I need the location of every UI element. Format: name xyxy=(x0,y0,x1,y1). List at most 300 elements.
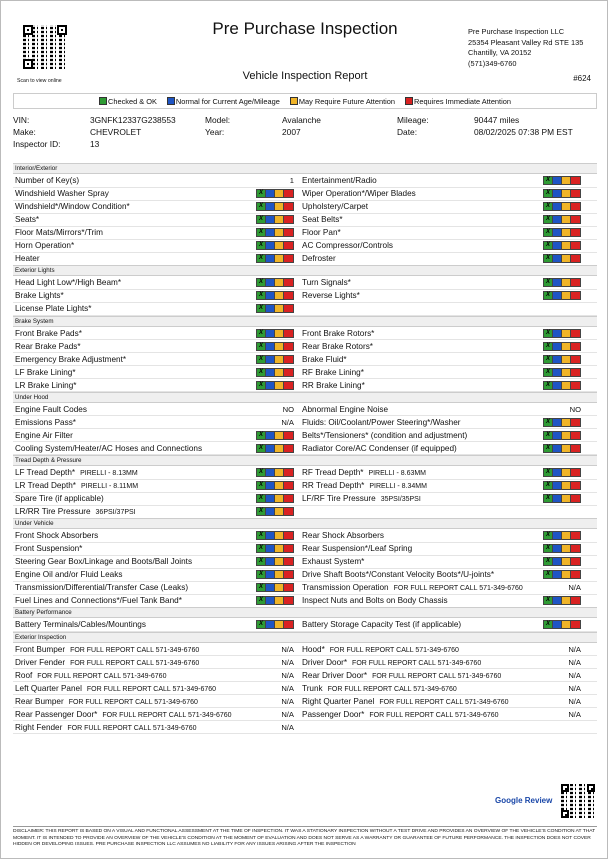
item-label: Battery Terminals/Cables/Mountings xyxy=(15,620,146,630)
rating-boxes xyxy=(256,620,294,629)
item-label: Rear Passenger Door* xyxy=(15,709,98,719)
rating-box xyxy=(562,190,571,197)
rating-box xyxy=(544,242,553,249)
mileage-value: 90447 miles xyxy=(474,115,520,125)
section-header: Exterior Lights xyxy=(13,265,597,276)
rating-box xyxy=(571,242,580,249)
rating-box xyxy=(266,190,275,197)
rating-box xyxy=(257,584,266,591)
rating-box xyxy=(257,190,266,197)
scan-to-view-label: Scan to view online xyxy=(17,78,62,84)
rating-box xyxy=(257,203,266,210)
rating-boxes xyxy=(543,481,581,490)
rating-box xyxy=(257,382,266,389)
rating-box xyxy=(562,445,571,452)
rating-box xyxy=(544,255,553,262)
rating-box xyxy=(266,242,275,249)
rating-box xyxy=(257,571,266,578)
rating-box xyxy=(284,203,293,210)
rating-box xyxy=(266,343,275,350)
rating-box xyxy=(544,330,553,337)
checklist-item xyxy=(302,416,585,429)
item-label: Battery Storage Capacity Test (if applicable) xyxy=(302,620,462,630)
item-label: Driver Fender xyxy=(15,657,66,667)
rating-box xyxy=(544,369,553,376)
rating-box xyxy=(266,305,275,312)
rating-box xyxy=(275,545,284,552)
rating-box xyxy=(284,495,293,502)
rating-box xyxy=(544,292,553,299)
rating-box xyxy=(544,279,553,286)
rating-box xyxy=(257,469,266,476)
rating-box xyxy=(562,419,571,426)
checklist-item xyxy=(15,366,298,379)
vin-value: 3GNFK12337G238553 xyxy=(90,115,176,125)
row-divider xyxy=(13,733,597,734)
checklist-item xyxy=(302,174,585,187)
rating-box xyxy=(544,177,553,184)
rating-box xyxy=(257,495,266,502)
item-label: LF Brake Lining* xyxy=(15,367,76,377)
rating-box xyxy=(544,190,553,197)
rating-box xyxy=(553,445,562,452)
item-label: Turn Signals* xyxy=(302,278,351,288)
checklist-item xyxy=(15,340,298,353)
item-label: RF Tread Depth* xyxy=(302,467,364,477)
item-note: FOR FULL REPORT CALL 571-349-6760 xyxy=(67,724,197,732)
checklist-item xyxy=(302,442,585,455)
rating-box xyxy=(284,482,293,489)
rating-box xyxy=(562,229,571,236)
rating-box xyxy=(571,432,580,439)
item-label: Defroster xyxy=(302,254,336,264)
rating-boxes xyxy=(256,531,294,540)
item-label: Front Suspension* xyxy=(15,544,83,554)
item-status: N/A xyxy=(281,696,294,706)
rating-box xyxy=(571,369,580,376)
rating-box xyxy=(571,621,580,628)
item-label: Steering Gear Box/Linkage and Boots/Ball Joints xyxy=(15,557,193,567)
rating-box xyxy=(275,292,284,299)
rating-box xyxy=(284,229,293,236)
rating-box xyxy=(275,203,284,210)
rating-boxes xyxy=(543,342,581,351)
rating-box xyxy=(553,621,562,628)
item-label: Upholstery/Carpet xyxy=(302,202,368,212)
rating-box xyxy=(571,203,580,210)
rating-box xyxy=(275,469,284,476)
rating-box xyxy=(562,292,571,299)
item-note: 36PSI/37PSI xyxy=(95,509,136,517)
rating-box xyxy=(275,495,284,502)
rating-box xyxy=(571,330,580,337)
item-note: FOR FULL REPORT CALL 571-349-6760 xyxy=(102,711,232,719)
rating-box xyxy=(553,330,562,337)
rating-boxes xyxy=(543,418,581,427)
rating-boxes xyxy=(543,468,581,477)
item-label: Brake Lights* xyxy=(15,291,64,301)
item-label: Floor Pan* xyxy=(302,228,341,238)
rating-box xyxy=(553,545,562,552)
rating-boxes xyxy=(256,241,294,250)
rating-box xyxy=(257,369,266,376)
item-label: AC Compressor/Controls xyxy=(302,241,393,251)
rating-boxes xyxy=(543,431,581,440)
make-label: Make: xyxy=(13,127,36,137)
checklist-item xyxy=(15,555,298,568)
item-status: N/A xyxy=(568,583,581,593)
item-label: LF/RF Tire Pressure xyxy=(302,494,376,504)
rating-box xyxy=(571,419,580,426)
rating-boxes xyxy=(543,254,581,263)
rating-boxes xyxy=(543,620,581,629)
checklist-item xyxy=(302,708,585,721)
rating-box xyxy=(562,482,571,489)
rating-box xyxy=(553,482,562,489)
rating-box xyxy=(544,343,553,350)
rating-box xyxy=(544,203,553,210)
rating-box xyxy=(275,343,284,350)
rating-box xyxy=(275,190,284,197)
item-label: Abnormal Engine Noise xyxy=(302,404,389,414)
item-status: N/A xyxy=(281,709,294,719)
section-header: Battery Performance xyxy=(13,607,597,618)
rating-boxes xyxy=(543,189,581,198)
checklist-item xyxy=(302,366,585,379)
rating-box xyxy=(544,356,553,363)
rating-box xyxy=(284,369,293,376)
rating-boxes xyxy=(256,278,294,287)
item-label: Wiper Operation*/Wiper Blades xyxy=(302,189,416,199)
checklist-item xyxy=(15,695,298,708)
rating-box xyxy=(553,279,562,286)
item-label: RR Brake Lining* xyxy=(302,380,365,390)
rating-boxes xyxy=(256,583,294,592)
rating-box xyxy=(562,532,571,539)
rating-box xyxy=(275,482,284,489)
checklist-item xyxy=(15,682,298,695)
checklist-item xyxy=(302,492,585,505)
rating-box xyxy=(553,558,562,565)
rating-box xyxy=(553,432,562,439)
rating-boxes xyxy=(256,544,294,553)
rating-box xyxy=(544,558,553,565)
make-value: CHEVROLET xyxy=(90,127,142,137)
rating-box xyxy=(257,482,266,489)
section-header: Under Hood xyxy=(13,392,597,403)
rating-box xyxy=(257,305,266,312)
item-note: FOR FULL REPORT CALL 571-349-6760 xyxy=(393,585,523,593)
item-label: Front Brake Rotors* xyxy=(302,328,375,338)
date-label: Date: xyxy=(397,127,418,137)
rating-box xyxy=(284,508,293,515)
item-label: LR Brake Lining* xyxy=(15,380,77,390)
rating-box xyxy=(266,469,275,476)
checklist-item xyxy=(302,466,585,479)
rating-box xyxy=(257,242,266,249)
item-label: Number of Key(s) xyxy=(15,176,80,185)
rating-box xyxy=(284,532,293,539)
item-label: Hood* xyxy=(302,644,325,654)
checklist-item xyxy=(15,618,298,631)
item-label: LR Tread Depth* xyxy=(15,481,76,490)
vin-label: VIN: xyxy=(13,115,30,125)
rating-box xyxy=(284,216,293,223)
rating-box xyxy=(553,532,562,539)
rating-box xyxy=(266,292,275,299)
rating-boxes xyxy=(543,202,581,211)
checklist-item xyxy=(302,682,585,695)
rating-box xyxy=(571,482,580,489)
rating-box xyxy=(562,255,571,262)
rating-box xyxy=(275,558,284,565)
rating-box xyxy=(284,469,293,476)
item-label: Transmission Operation xyxy=(302,583,389,593)
rating-boxes xyxy=(543,176,581,185)
company-name: Pre Purchase Inspection LLC xyxy=(468,27,565,36)
rating-boxes xyxy=(543,494,581,503)
item-label: Head Light Low*/High Beam* xyxy=(15,278,122,288)
item-note: FOR FULL REPORT CALL 571-349-6760 xyxy=(86,685,217,693)
checklist-item xyxy=(302,252,585,265)
rating-box xyxy=(553,495,562,502)
rating-box xyxy=(562,369,571,376)
rating-box xyxy=(266,229,275,236)
rating-box xyxy=(275,305,284,312)
rating-box xyxy=(275,382,284,389)
rating-box xyxy=(544,545,553,552)
item-label: Rear Suspension*/Leaf Spring xyxy=(302,544,413,554)
rating-boxes xyxy=(543,228,581,237)
item-status: NO xyxy=(282,404,294,414)
rating-boxes xyxy=(543,557,581,566)
rating-box xyxy=(284,242,293,249)
item-label: Roof xyxy=(15,670,33,680)
rating-box xyxy=(544,532,553,539)
item-label: LF Tread Depth* xyxy=(15,467,76,477)
checklist-item xyxy=(15,669,298,682)
rating-box xyxy=(553,469,562,476)
rating-box xyxy=(553,419,562,426)
item-label: Emergency Brake Adjustment* xyxy=(15,354,127,364)
rating-box xyxy=(553,369,562,376)
rating-boxes xyxy=(543,215,581,224)
rating-box xyxy=(257,279,266,286)
rating-boxes xyxy=(256,468,294,477)
legend-label: May Require Future Attention xyxy=(298,96,395,106)
checklist-item xyxy=(302,213,585,226)
rating-box xyxy=(275,508,284,515)
inspector-label: Inspector ID: xyxy=(13,139,61,149)
page-subtitle: Vehicle Inspection Report xyxy=(242,70,368,82)
rating-boxes xyxy=(256,444,294,453)
google-review-qr-icon[interactable] xyxy=(561,784,595,818)
rating-box xyxy=(266,621,275,628)
rating-box xyxy=(284,330,293,337)
rating-box xyxy=(284,356,293,363)
rating-box xyxy=(544,621,553,628)
item-label: Engine Oil and/or Fluid Leaks xyxy=(15,570,123,580)
rating-box xyxy=(257,545,266,552)
rating-box xyxy=(544,229,553,236)
rating-box xyxy=(553,242,562,249)
rating-box xyxy=(553,255,562,262)
checklist-item xyxy=(302,200,585,213)
rating-box xyxy=(544,482,553,489)
section-header: Brake System xyxy=(13,316,597,327)
item-status: NO xyxy=(569,404,581,414)
item-label: Fluids: Oil/Coolant/Power Steering*/Washer xyxy=(302,417,461,427)
rating-box xyxy=(284,445,293,452)
checklist-item xyxy=(15,492,298,505)
rating-boxes xyxy=(543,544,581,553)
rating-box xyxy=(544,571,553,578)
rating-box xyxy=(562,621,571,628)
rating-box xyxy=(284,597,293,604)
date-value: 08/02/2025 07:38 PM EST xyxy=(474,127,573,137)
rating-boxes xyxy=(256,431,294,440)
item-status: N/A xyxy=(281,722,294,732)
item-label: Exhaust System* xyxy=(302,557,365,567)
rating-boxes xyxy=(256,481,294,490)
rating-boxes xyxy=(543,278,581,287)
rating-box xyxy=(553,597,562,604)
checklist-item xyxy=(302,276,585,289)
checklist-item xyxy=(302,669,585,682)
item-label: Rear Brake Rotors* xyxy=(302,341,373,351)
rating-box xyxy=(266,532,275,539)
item-note: PIRELLI - 8.63MM xyxy=(368,469,427,477)
checklist-item xyxy=(15,479,298,492)
checklist-item xyxy=(15,200,298,213)
checklist-item xyxy=(15,353,298,366)
item-label: Front Shock Absorbers xyxy=(15,531,99,541)
item-label: Engine Fault Codes xyxy=(15,404,87,414)
rating-box xyxy=(257,508,266,515)
rating-box xyxy=(553,177,562,184)
rating-box xyxy=(266,432,275,439)
rating-box xyxy=(266,356,275,363)
item-status: N/A xyxy=(281,644,294,654)
rating-boxes xyxy=(256,228,294,237)
rating-box xyxy=(266,445,275,452)
item-status: N/A xyxy=(568,657,581,667)
company-phone: (571)349-6760 xyxy=(468,58,517,68)
checklist-item xyxy=(15,213,298,226)
vehicle-info xyxy=(1,1,608,151)
page-title: Pre Purchase Inspection xyxy=(212,19,398,38)
checklist-item xyxy=(302,568,585,581)
item-label: Seat Belts* xyxy=(302,215,343,225)
rating-box xyxy=(562,177,571,184)
item-status: N/A xyxy=(281,670,294,680)
rating-box xyxy=(257,621,266,628)
item-note: FOR FULL REPORT CALL 571-349-6760 xyxy=(379,698,509,706)
rating-box xyxy=(257,597,266,604)
rating-box xyxy=(275,571,284,578)
company-address: 25354 Pleasant Valley Rd STE 135 xyxy=(468,37,584,47)
item-label: Seats* xyxy=(15,215,40,225)
rating-box xyxy=(266,382,275,389)
item-label: Inspect Nuts and Bolts on Body Chassis xyxy=(302,596,448,606)
rating-boxes xyxy=(256,557,294,566)
item-label: Reverse Lights* xyxy=(302,291,360,301)
rating-box xyxy=(562,495,571,502)
item-label: Spare Tire (if applicable) xyxy=(15,494,104,504)
checklist-item xyxy=(302,327,585,340)
rating-boxes xyxy=(256,355,294,364)
item-label: RR Tread Depth* xyxy=(302,481,365,490)
rating-box xyxy=(562,382,571,389)
rating-box xyxy=(571,445,580,452)
rating-box xyxy=(257,558,266,565)
item-note: PIRELLI - 8.34MM xyxy=(369,483,427,490)
rating-box xyxy=(571,177,580,184)
rating-box xyxy=(571,292,580,299)
item-label: Fuel Lines and Connections*/Fuel Tank Band* xyxy=(15,596,182,606)
checklist-item xyxy=(302,542,585,555)
item-label: Front Bumper xyxy=(15,644,66,654)
rating-box xyxy=(544,419,553,426)
item-label: Rear Driver Door* xyxy=(302,670,368,680)
section-header: Interior/Exterior xyxy=(13,163,597,174)
checklist-item xyxy=(15,327,298,340)
item-label: Trunk xyxy=(302,683,323,693)
item-label: License Plate Lights* xyxy=(15,304,92,314)
checklist-item xyxy=(15,466,298,479)
checklist-item xyxy=(15,594,298,607)
section-header: Tread Depth & Pressure xyxy=(13,455,597,466)
checklist-item xyxy=(15,403,298,416)
rating-box xyxy=(562,242,571,249)
rating-box xyxy=(266,330,275,337)
rating-box xyxy=(284,571,293,578)
rating-box xyxy=(284,432,293,439)
checklist-item xyxy=(15,581,298,594)
rating-box xyxy=(284,558,293,565)
rating-box xyxy=(257,432,266,439)
google-review-link[interactable]: Google Review xyxy=(495,796,553,805)
rating-box xyxy=(266,508,275,515)
rating-box xyxy=(571,190,580,197)
rating-boxes xyxy=(256,202,294,211)
mileage-label: Mileage: xyxy=(397,115,429,125)
inspector-value: 13 xyxy=(90,139,100,149)
item-status: N/A xyxy=(568,644,581,654)
rating-box xyxy=(553,216,562,223)
rating-box xyxy=(553,229,562,236)
checklist-item xyxy=(302,643,585,656)
item-note: FOR FULL REPORT CALL 571-349-6760 xyxy=(37,672,167,680)
checklist-item xyxy=(302,187,585,200)
item-label: Brake Fluid* xyxy=(302,354,347,364)
rating-boxes xyxy=(256,570,294,579)
checklist-item xyxy=(15,643,298,656)
checklist-item xyxy=(15,442,298,455)
checklist-item xyxy=(302,656,585,669)
item-label: Right Fender xyxy=(15,722,63,732)
rating-box xyxy=(284,292,293,299)
checklist-item xyxy=(15,542,298,555)
checklist-item xyxy=(15,505,298,518)
rating-box xyxy=(266,369,275,376)
item-label: Rear Shock Absorbers xyxy=(302,531,384,541)
checklist-item xyxy=(302,353,585,366)
rating-box xyxy=(284,305,293,312)
rating-boxes xyxy=(543,381,581,390)
rating-box xyxy=(571,356,580,363)
checklist-item xyxy=(15,252,298,265)
